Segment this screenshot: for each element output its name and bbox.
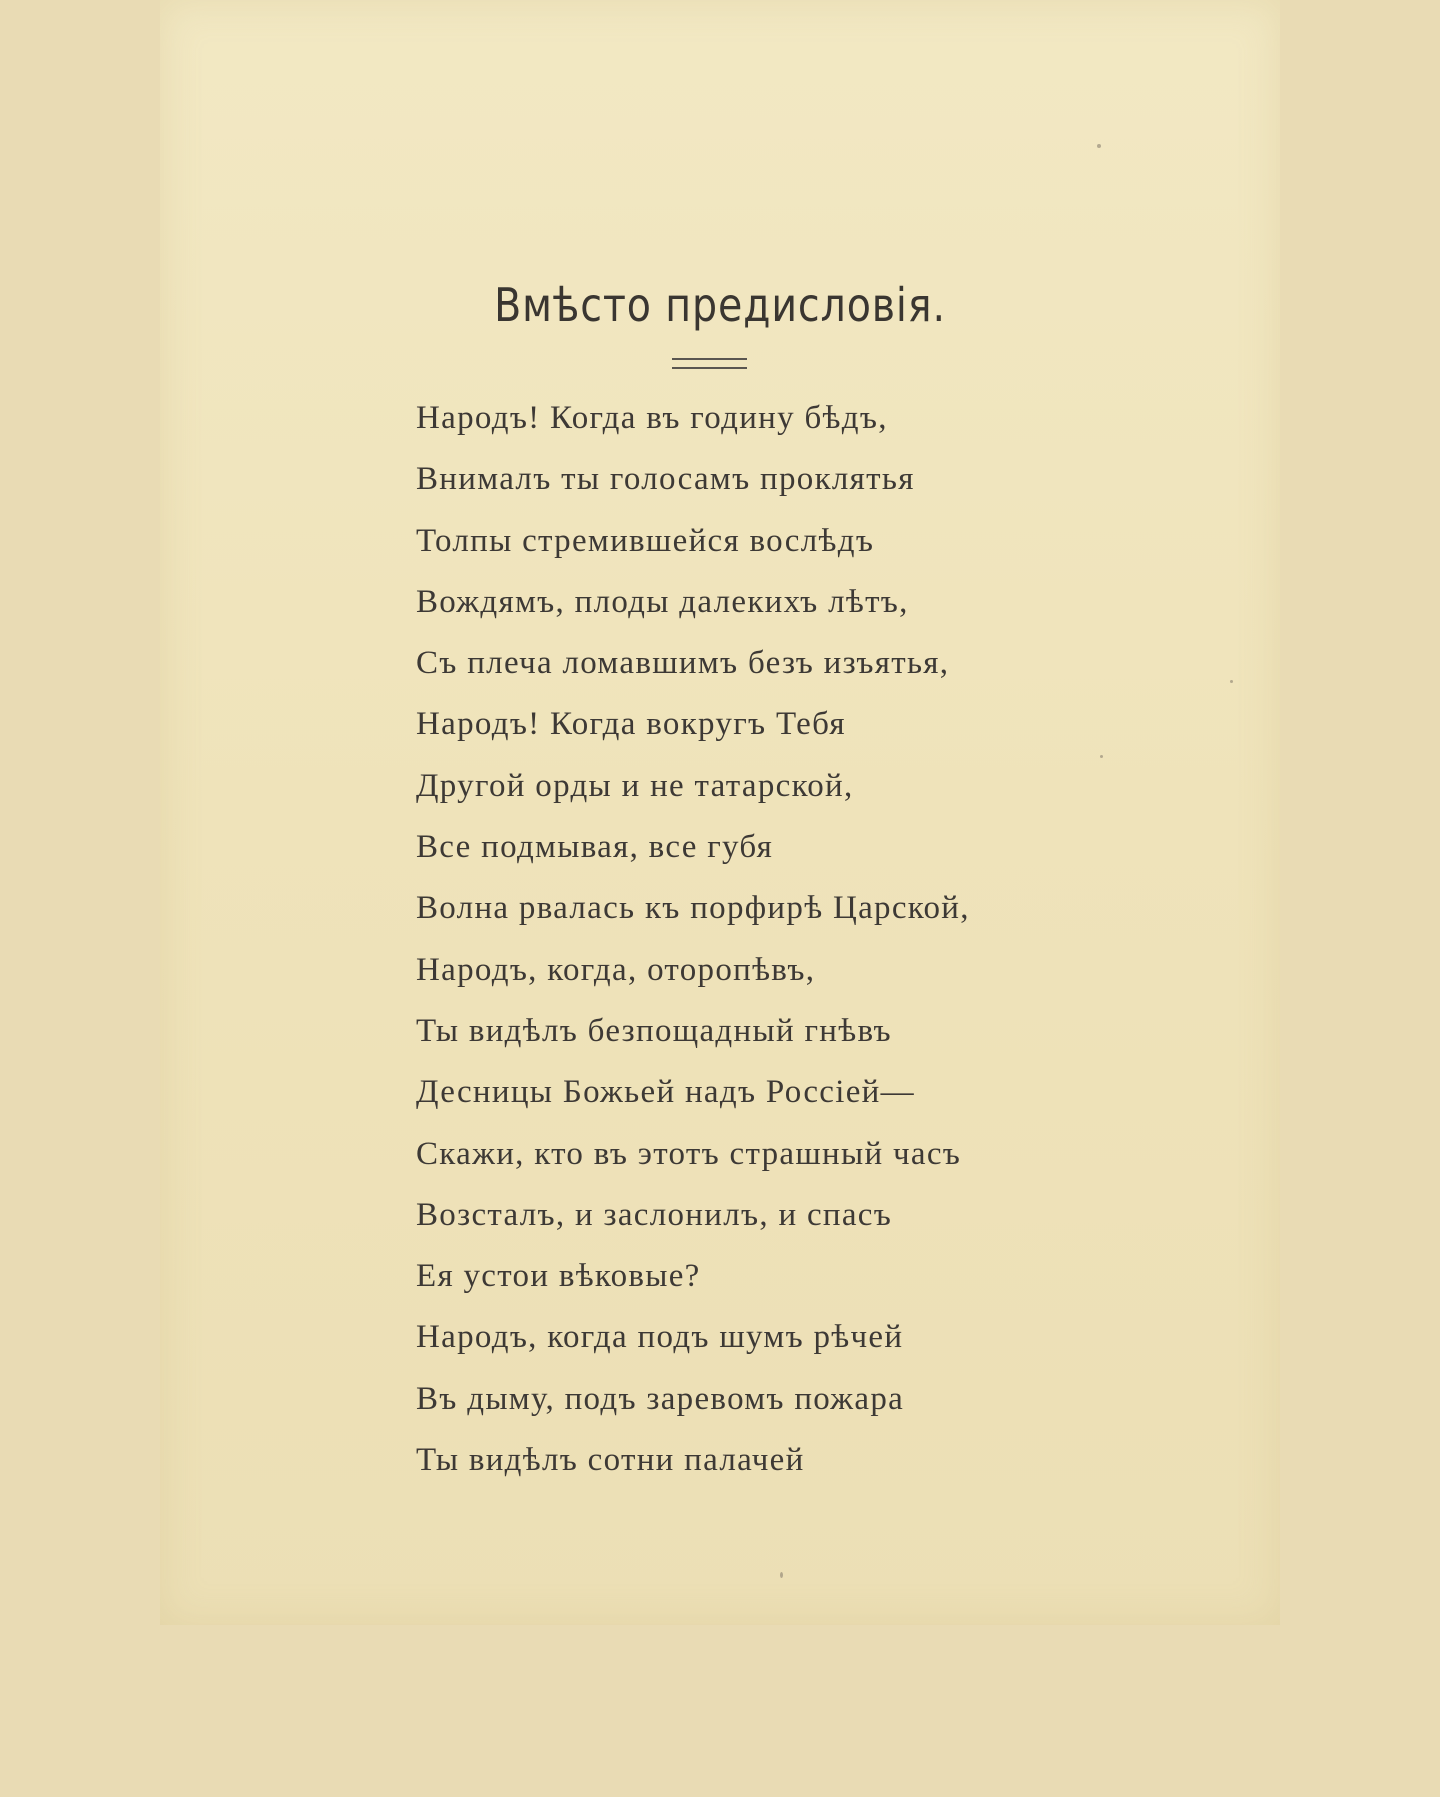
poem-line: Народъ, когда, оторопѣвъ, [416, 951, 816, 988]
poem-line: Скажи, кто въ этотъ страшный часъ [416, 1135, 962, 1172]
poem-line: Ты видѣлъ безпощадный гнѣвъ [416, 1012, 892, 1049]
title-divider-bottom [672, 367, 747, 369]
poem-line: Все подмывая, все губя [416, 829, 774, 866]
paper-speck [1097, 144, 1101, 148]
poem-line: Другой орды и не татарской, [416, 767, 854, 804]
poem-line: Вождямъ, плоды далекихъ лѣтъ, [416, 583, 909, 620]
poem-line: Народъ! Когда въ годину бѣдъ, [416, 400, 888, 436]
poem-line: Съ плеча ломавшимъ безъ изъятья, [416, 645, 950, 682]
paper-speck [780, 1572, 783, 1578]
poem [416, 388, 970, 1491]
poem-line: Возсталъ, и заслонилъ, и спасъ [416, 1196, 893, 1233]
poem-line: Волна рвалась къ порфирѣ Царской, [416, 890, 970, 927]
paper-speck [1100, 755, 1103, 758]
poem-line: Десницы Божьей надъ Россіей— [416, 1074, 915, 1111]
poem-line: Ея устои вѣковые? [416, 1258, 701, 1295]
poem-line: Народъ, когда подъ шумъ рѣчей [416, 1319, 904, 1356]
poem-line: Ты видѣлъ сотни палачей [416, 1442, 805, 1479]
title-divider-top [672, 358, 747, 360]
poem-line: Толпы стремившейся вослѣдъ [416, 522, 875, 559]
poem-line: Въ дыму, подъ заревомъ пожара [416, 1380, 905, 1417]
book-page [160, 0, 1280, 1625]
poem-line: Народъ! Когда вокругъ Тебя [416, 706, 846, 743]
paper-speck [1230, 680, 1233, 683]
poem-line: Внималъ ты голосамъ проклятья [416, 461, 915, 498]
page-title: Вмѣсто предисловія. [494, 278, 946, 332]
